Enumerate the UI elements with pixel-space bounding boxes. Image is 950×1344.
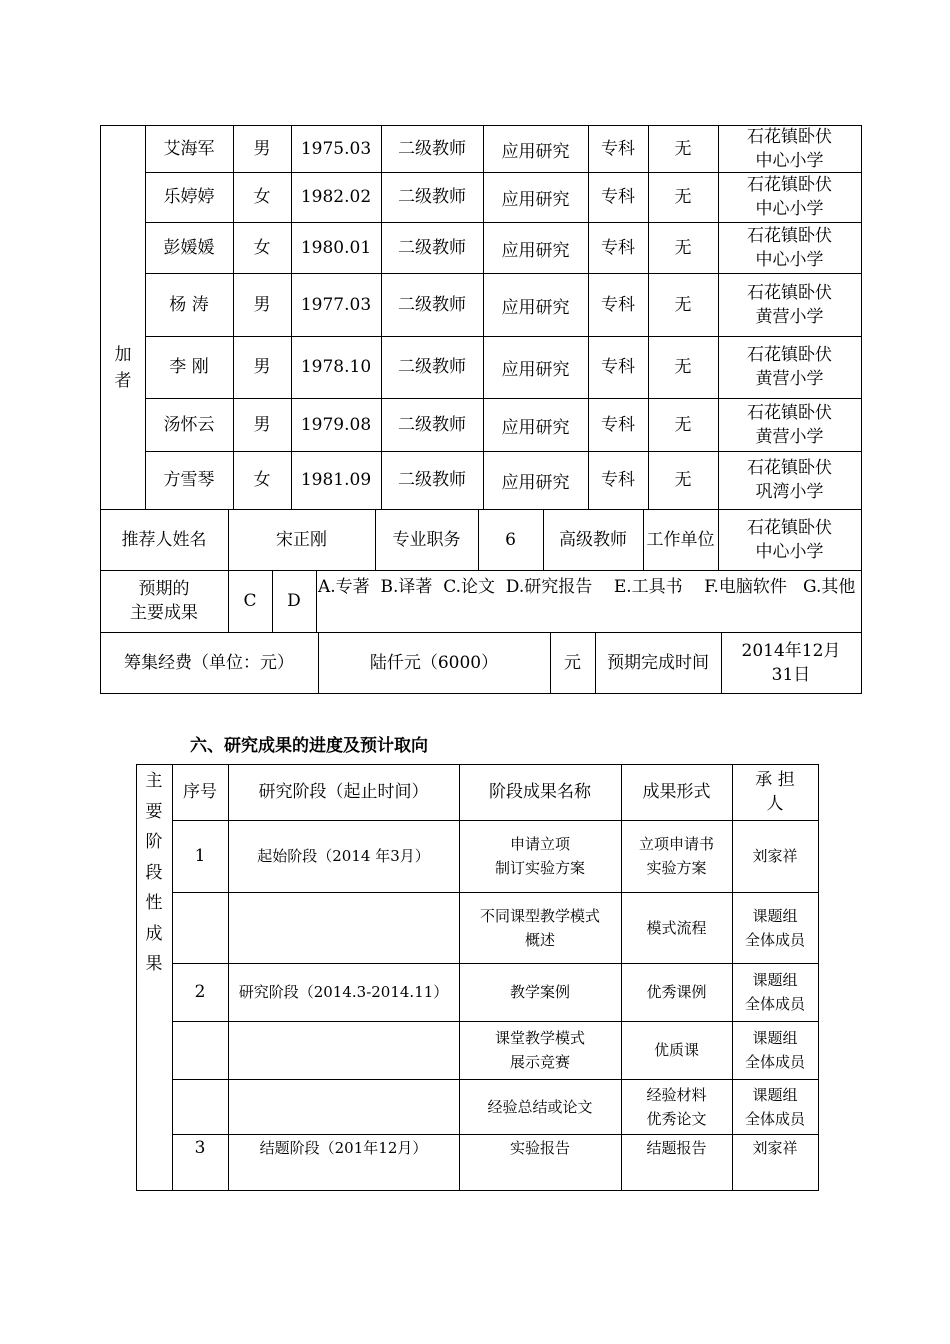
participant-none: 无	[674, 414, 692, 435]
recommender-name: 宋正刚	[276, 529, 327, 550]
participant-gender: 男	[253, 357, 271, 377]
participant-unit: 石花镇卧伏 中心小学	[747, 225, 832, 270]
participant-field: 应用研究	[501, 360, 570, 380]
progress-name: 经验总结或论文	[487, 1097, 593, 1116]
completion-time-label: 预期完成时间	[607, 652, 709, 673]
header-stage: 研究阶段（起止时间）	[258, 782, 429, 802]
participant-edu: 专科	[601, 294, 635, 315]
expected-options: A.专著 B.译著 C.论文 D.研究报告 E.工具书 F.电脑软件 G.其他	[318, 577, 856, 597]
participant-edu: 专科	[601, 138, 635, 159]
progress-stage: 研究阶段（2014.3-2014.11）	[238, 983, 449, 1001]
participant-name: 杨 涛	[169, 294, 209, 315]
participant-unit: 石花镇卧伏 中心小学	[747, 175, 832, 219]
progress-name: 申请立项 制订实验方案	[494, 835, 585, 877]
duty-label: 专业职务	[392, 529, 461, 550]
progress-form: 立项申请书 实验方案	[638, 835, 714, 877]
participant-title: 二级教师	[398, 414, 466, 435]
participant-title: 二级教师	[398, 470, 466, 490]
participant-title: 二级教师	[398, 294, 466, 315]
participant-none: 无	[674, 138, 692, 159]
participant-name: 艾海军	[163, 138, 215, 159]
participant-unit: 石花镇卧伏 中心小学	[747, 126, 832, 171]
progress-name: 课堂教学模式 展示竞赛	[494, 1029, 585, 1071]
participant-name: 李 刚	[169, 357, 209, 377]
expected-choice-c: C	[243, 591, 257, 611]
progress-form: 结题报告	[646, 1139, 707, 1157]
header-result-form: 成果形式	[642, 782, 711, 802]
progress-owner: 课题组 全体成员	[744, 971, 805, 1013]
recommender-label: 推荐人姓名	[121, 529, 207, 550]
expected-choice-d: D	[287, 591, 301, 611]
participant-edu: 专科	[601, 187, 635, 207]
participant-edu: 专科	[601, 357, 635, 377]
participant-unit: 石花镇卧伏 黄营小学	[747, 345, 832, 389]
duty-number: 6	[505, 529, 516, 550]
header-result-name: 阶段成果名称	[489, 782, 591, 802]
participant-field: 应用研究	[501, 190, 570, 210]
participant-title: 二级教师	[398, 357, 466, 377]
participant-field: 应用研究	[501, 417, 570, 438]
progress-stage	[228, 1021, 459, 1079]
participant-field: 应用研究	[501, 473, 570, 493]
participant-unit: 石花镇卧伏 巩湾小学	[747, 458, 832, 502]
progress-seq: 3	[194, 1138, 206, 1158]
participant-name: 乐婷婷	[163, 187, 215, 207]
unit-value: 石花镇卧伏 中心小学	[747, 517, 832, 562]
progress-owner: 刘家祥	[752, 847, 798, 865]
progress-name: 不同课型教学模式 概述	[479, 906, 600, 949]
participant-name: 方雪琴	[163, 470, 215, 490]
participant-title: 二级教师	[398, 187, 466, 207]
progress-owner: 课题组 全体成员	[744, 1085, 805, 1128]
progress-seq	[172, 892, 228, 963]
progress-form: 优质课	[653, 1041, 699, 1059]
progress-seq: 2	[194, 982, 206, 1002]
funding-amount: 陆仟元（6000）	[369, 652, 499, 673]
participant-edu: 专科	[601, 470, 635, 490]
participant-birth: 1978.10	[300, 357, 372, 377]
participant-birth: 1980.01	[300, 237, 372, 258]
participant-edu: 专科	[601, 237, 635, 258]
participant-none: 无	[674, 237, 692, 258]
participant-gender: 女	[253, 237, 271, 258]
progress-form: 优秀课例	[646, 983, 707, 1001]
progress-owner: 课题组 全体成员	[744, 906, 805, 949]
funding-unit: 元	[564, 652, 581, 673]
progress-form: 经验材料 优秀论文	[646, 1085, 707, 1128]
header-owner: 承 担 人	[755, 770, 795, 814]
progress-owner: 课题组 全体成员	[744, 1029, 805, 1071]
progress-stage: 起始阶段（2014 年3月）	[257, 847, 430, 865]
participant-none: 无	[674, 294, 692, 315]
participant-gender: 女	[253, 187, 271, 207]
participant-gender: 男	[253, 414, 271, 435]
participant-name: 汤怀云	[163, 414, 215, 435]
progress-seq	[172, 1021, 228, 1079]
participant-field: 应用研究	[501, 297, 570, 318]
progress-seq: 1	[194, 846, 206, 866]
participant-birth: 1981.09	[300, 470, 372, 490]
participant-birth: 1977.03	[300, 294, 372, 315]
unit-label: 工作单位	[646, 529, 715, 550]
progress-seq	[172, 1079, 228, 1134]
participant-none: 无	[674, 187, 692, 207]
participant-gender: 女	[253, 470, 271, 490]
progress-form: 模式流程	[646, 918, 707, 937]
participant-unit: 石花镇卧伏 黄营小学	[747, 282, 832, 327]
participant-name: 彭媛媛	[163, 237, 215, 258]
progress-stage	[228, 892, 459, 963]
participant-gender: 男	[253, 294, 271, 315]
section-six-title: 六、研究成果的进度及预计取向	[190, 736, 428, 756]
progress-name: 教学案例	[509, 983, 570, 1001]
header-seq: 序号	[183, 782, 217, 802]
participant-gender: 男	[253, 138, 271, 159]
expected-label: 预期的 主要成果	[130, 579, 198, 623]
participant-none: 无	[674, 470, 692, 490]
progress-name: 实验报告	[509, 1139, 570, 1157]
progress-stage	[228, 1079, 459, 1134]
participant-title: 二级教师	[398, 138, 466, 159]
progress-stage: 结题阶段（201年12月）	[259, 1139, 428, 1157]
participant-birth: 1982.02	[300, 187, 372, 207]
participant-none: 无	[674, 357, 692, 377]
duty-value: 高级教师	[559, 529, 627, 550]
participant-field: 应用研究	[501, 240, 570, 261]
completion-time-value: 2014年12月 31日	[741, 640, 841, 685]
funding-label: 筹集经费（单位：元）	[124, 652, 294, 673]
participant-edu: 专科	[601, 414, 635, 435]
participant-title: 二级教师	[398, 237, 466, 258]
participant-unit: 石花镇卧伏 黄营小学	[747, 402, 832, 447]
participant-birth: 1975.03	[300, 138, 372, 159]
participant-field: 应用研究	[501, 141, 570, 162]
progress-side-label: 主 要 阶 段 性 成 果	[145, 771, 163, 974]
participant-birth: 1979.08	[300, 414, 372, 435]
participants-side-label: 加 者	[114, 345, 132, 391]
progress-owner: 刘家祥	[752, 1139, 798, 1157]
